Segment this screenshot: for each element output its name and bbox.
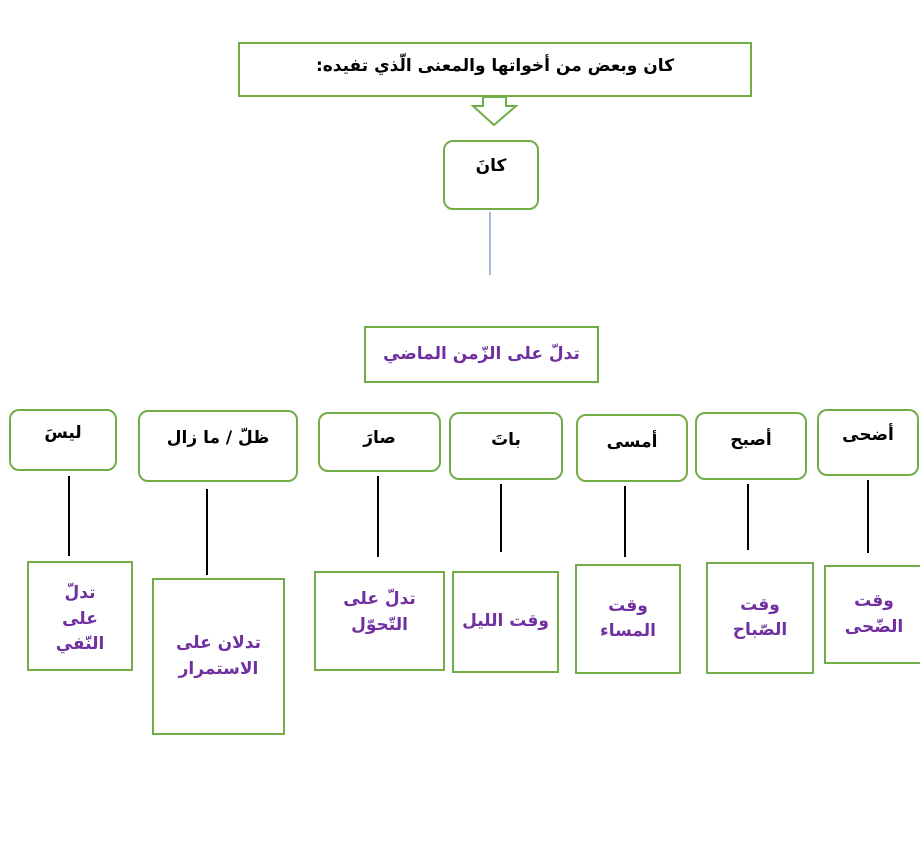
sister-box-zalla [138,410,298,482]
sister-box-adha [817,409,919,476]
sister-name: أصبح [730,430,772,450]
past-meaning-text: تدلّ على الزّمن الماضي [383,343,580,364]
sister-box-bata [449,412,563,480]
sister-name: صارَ [363,428,396,448]
meaning-box-asbaha [706,562,814,674]
sister-name: أضحى [842,425,894,445]
sister-name: باتَ [491,430,521,450]
sister-name: أمسى [606,432,658,452]
sister-connector [377,476,379,557]
sister-box-amsa [576,414,688,482]
meaning-box-bata [452,571,559,673]
sister-name: ظلّ / ما زال [166,428,270,448]
sister-connector [500,484,502,552]
meaning-box-laysa [27,561,133,671]
sister-connector [867,480,869,553]
meaning-text: تدلّ على النّفي [55,583,105,654]
meaning-text: وقت الليل [462,611,549,632]
sister-connector [624,486,626,557]
meaning-text: وقت الصّباح [732,594,788,640]
title-text: كان وبعض من أخواتها والمعنى الّذي تفيده: [315,56,675,76]
meaning-box-zalla [152,578,285,735]
sister-name: ليسَ [44,423,82,443]
root-box [443,140,539,210]
sister-box-sara [318,412,441,472]
meaning-text: وقت المساء [600,595,656,641]
down-arrow-icon [473,97,516,125]
sister-box-laysa [9,409,117,471]
meaning-box-sara [314,571,445,671]
root-text: كانَ [475,156,507,176]
sister-connector [68,476,70,556]
sister-connector [747,484,749,550]
meaning-box-adha [824,565,920,664]
meaning-text: وقت الضّحى [844,591,904,637]
meaning-text: تدلّ على التّحوّل [343,589,416,635]
sister-box-asbaha [695,412,807,480]
meaning-box-amsa [575,564,681,674]
past-meaning-box [364,326,599,383]
sister-connector [206,489,208,575]
meaning-text: تدلان على الاستمرار [175,633,262,679]
